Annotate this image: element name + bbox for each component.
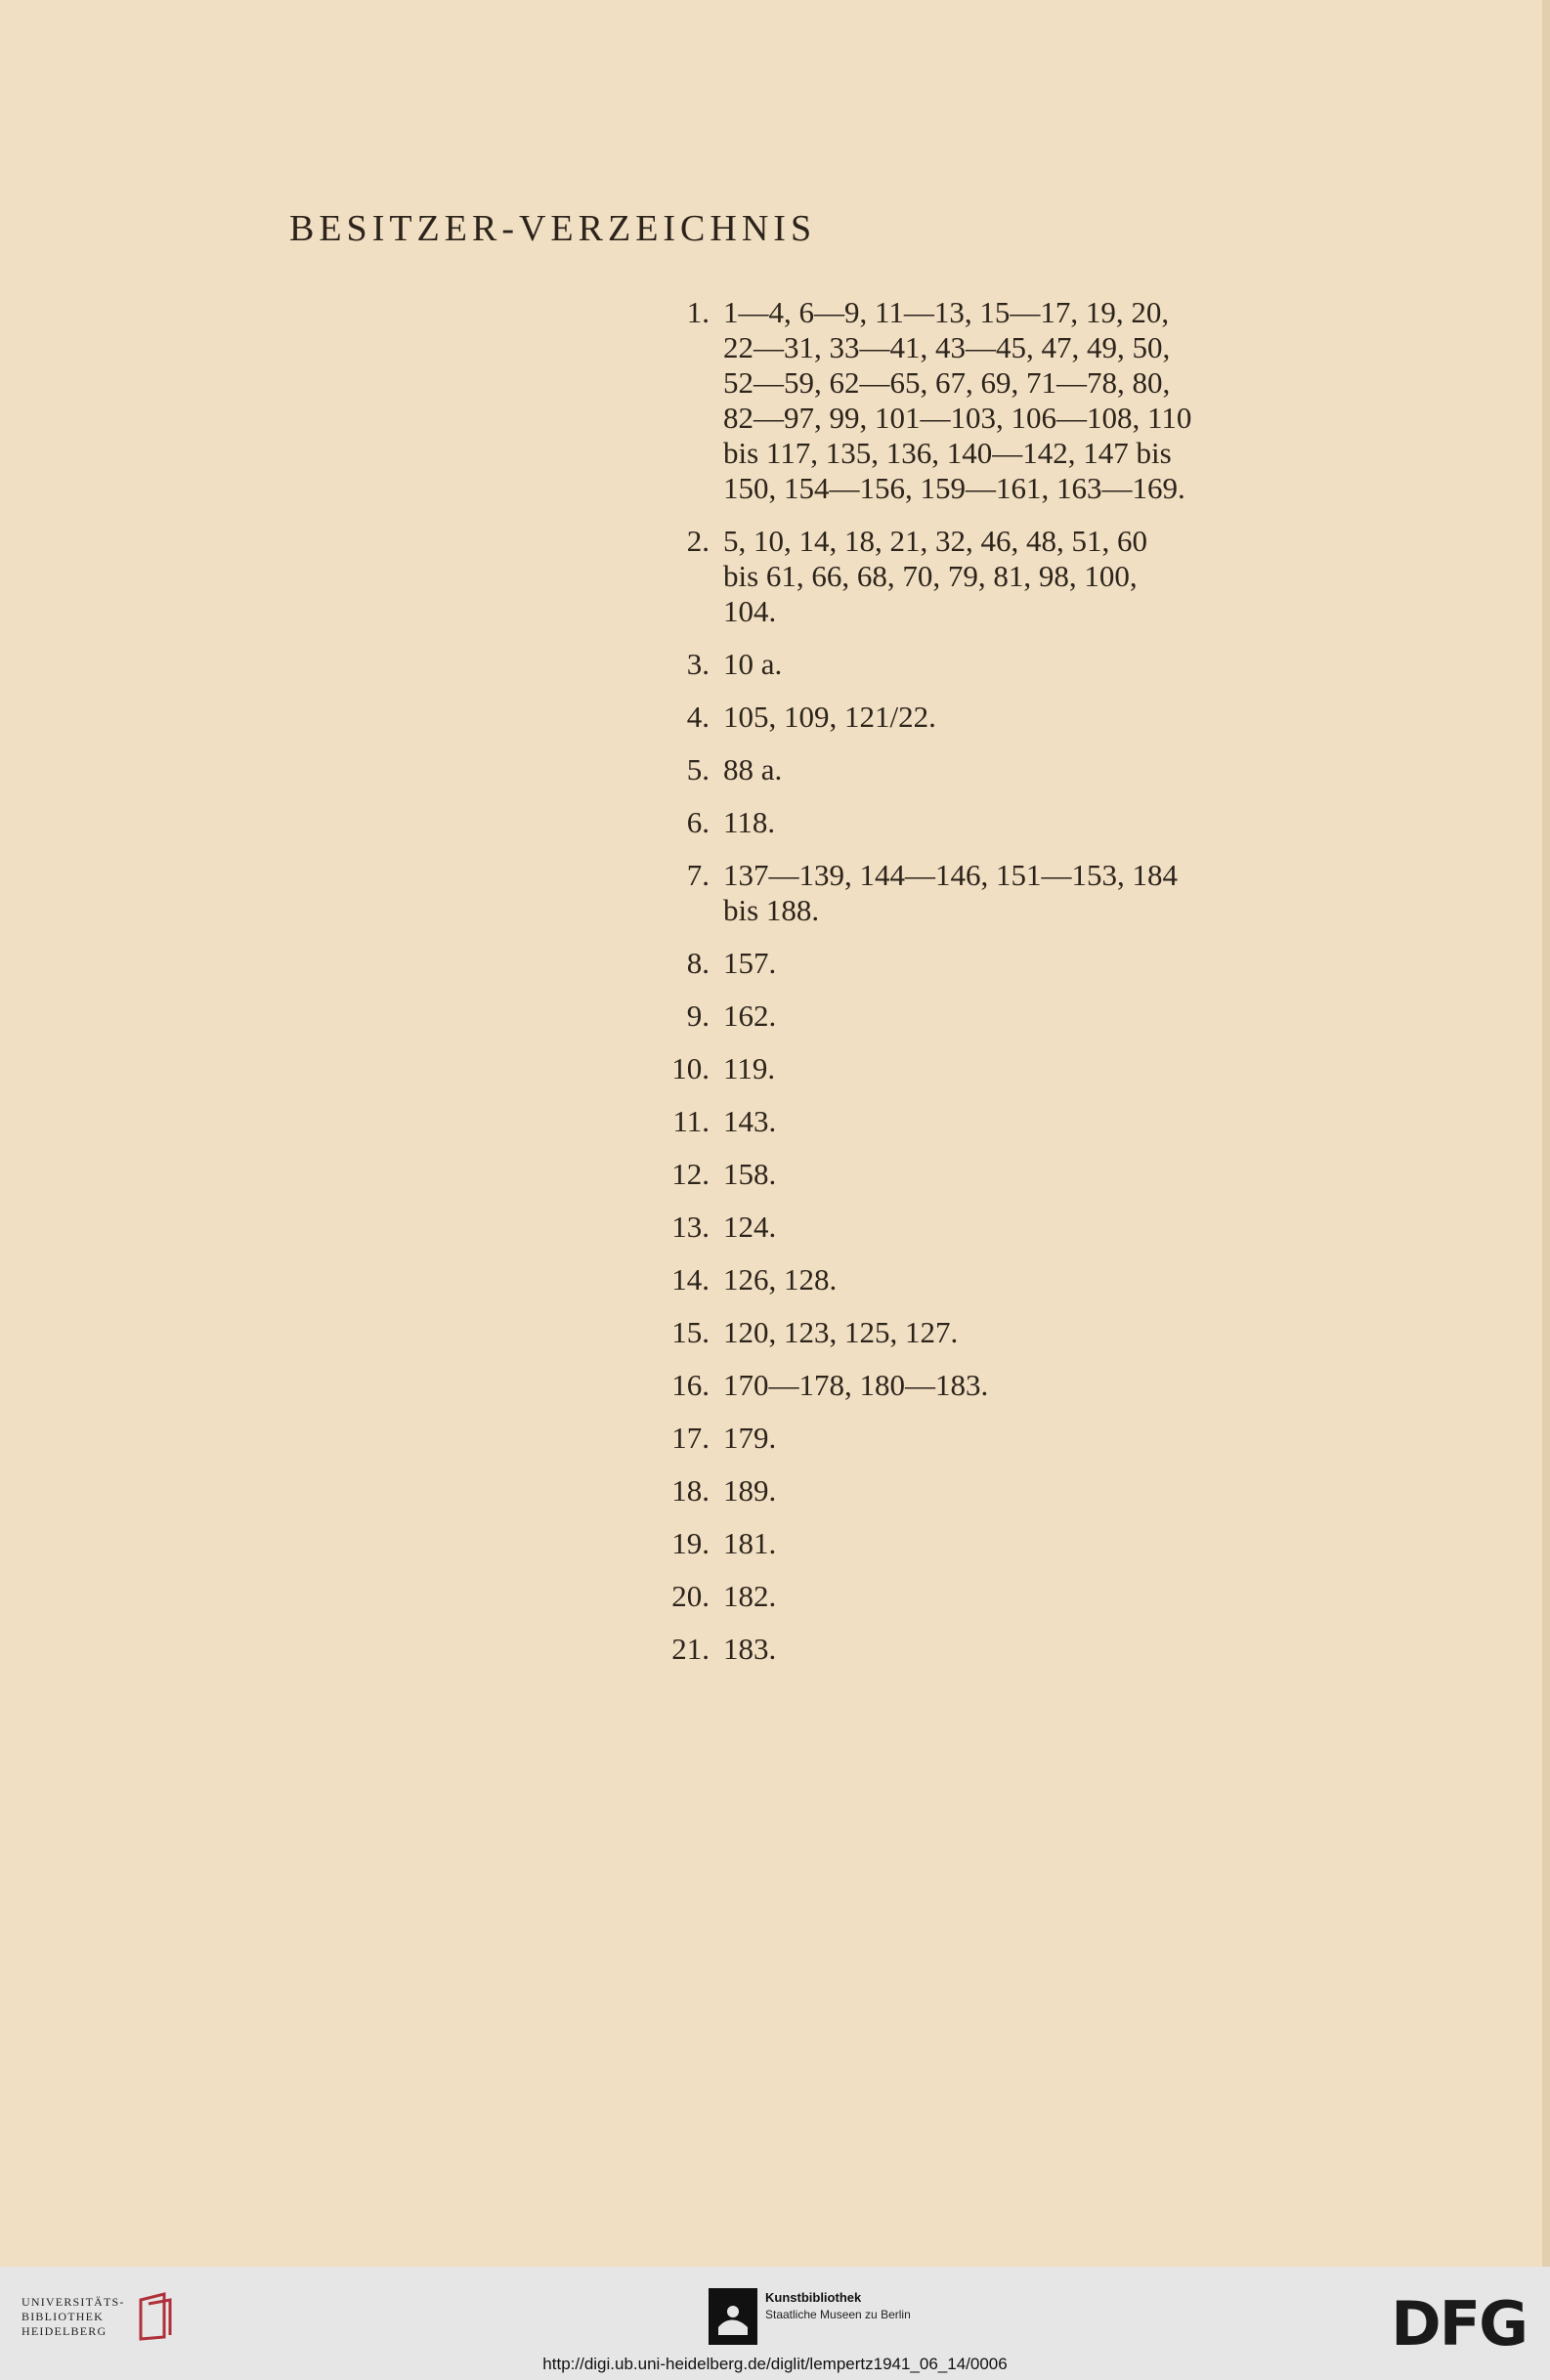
owner-entry xyxy=(645,1104,1251,1139)
lot-numbers xyxy=(723,1157,1251,1192)
owner-entry xyxy=(645,946,1251,981)
lot-numbers-line: 183. xyxy=(723,1632,777,1666)
page-url[interactable]: http://digi.ub.uni-heidelberg.de/diglit/lempertz1941_06_14/0006 xyxy=(542,2355,1008,2373)
lot-numbers xyxy=(723,1579,1251,1614)
owner-number: 7. xyxy=(686,858,710,892)
lot-numbers xyxy=(723,295,1251,506)
lot-numbers xyxy=(723,524,1251,629)
owner-entry xyxy=(645,1315,1251,1350)
owner-number: 3. xyxy=(686,647,710,681)
lot-numbers xyxy=(723,1104,1251,1139)
lot-numbers-line: 162. xyxy=(723,999,777,1033)
dfg-logo[interactable]: DFG xyxy=(1391,2288,1527,2359)
owner-number: 11. xyxy=(672,1104,710,1138)
owner-number: 6. xyxy=(686,805,710,839)
lot-numbers-line: 118. xyxy=(723,805,776,839)
lot-numbers xyxy=(723,1262,1251,1297)
lot-numbers-line: 181. xyxy=(723,1526,777,1560)
lot-numbers-line: bis 117, 135, 136, 140—142, 147 bis xyxy=(723,436,1172,470)
lot-numbers xyxy=(723,700,1251,735)
owner-number: 18. xyxy=(671,1473,710,1508)
lot-numbers xyxy=(723,1526,1251,1561)
lot-numbers xyxy=(723,946,1251,981)
owner-entry xyxy=(645,700,1251,735)
lot-numbers-line: bis 188. xyxy=(723,893,820,927)
lot-numbers-line: 158. xyxy=(723,1157,777,1191)
owner-entry xyxy=(645,647,1251,682)
lot-numbers-line: 119. xyxy=(723,1051,776,1085)
owner-number: 13. xyxy=(671,1210,710,1244)
owner-number: 21. xyxy=(671,1632,710,1666)
owner-number: 14. xyxy=(671,1262,710,1296)
owner-number: 1. xyxy=(686,295,710,329)
lot-numbers-line: 1—4, 6—9, 11—13, 15—17, 19, 20, xyxy=(723,295,1170,329)
owner-entry xyxy=(645,1262,1251,1297)
owner-number: 12. xyxy=(671,1157,710,1191)
lot-numbers xyxy=(723,1368,1251,1403)
lot-numbers-line: 137—139, 144—146, 151—153, 184 xyxy=(723,858,1178,892)
kunstbibliothek-emblem-icon xyxy=(709,2288,757,2345)
lot-numbers-line: 104. xyxy=(723,594,777,628)
lot-numbers-line: 143. xyxy=(723,1104,777,1138)
lot-numbers xyxy=(723,805,1251,840)
owner-entry xyxy=(645,1632,1251,1667)
lot-numbers xyxy=(723,1210,1251,1245)
owner-entry xyxy=(645,805,1251,840)
lot-numbers-line: 157. xyxy=(723,946,777,980)
lot-numbers-line: 5, 10, 14, 18, 21, 32, 46, 48, 51, 60 xyxy=(723,524,1147,558)
lot-numbers xyxy=(723,858,1251,928)
lot-numbers xyxy=(723,1421,1251,1456)
library-line-1: UNIVERSITÄTS- xyxy=(22,2294,125,2309)
lot-numbers-line: bis 61, 66, 68, 70, 79, 81, 98, 100, xyxy=(723,559,1138,593)
owner-number: 16. xyxy=(671,1368,710,1402)
lot-numbers xyxy=(723,752,1251,787)
lot-numbers-line: 189. xyxy=(723,1473,777,1508)
library-line-2: BIBLIOTHEK xyxy=(22,2309,104,2323)
owner-number: 17. xyxy=(671,1421,710,1455)
kunstbibliothek-subtitle: Staatliche Museen zu Berlin xyxy=(765,2308,911,2321)
owner-number: 5. xyxy=(686,752,710,786)
lot-numbers-line: 82—97, 99, 101—103, 106—108, 110 xyxy=(723,401,1192,435)
owner-entry xyxy=(645,1210,1251,1245)
owner-number: 10. xyxy=(671,1051,710,1085)
lot-numbers-line: 126, 128. xyxy=(723,1262,838,1296)
owner-entry xyxy=(645,1473,1251,1509)
owner-entry xyxy=(645,1579,1251,1614)
owner-number: 15. xyxy=(671,1315,710,1349)
owner-number: 2. xyxy=(686,524,710,558)
kunstbibliothek-title: Kunstbibliothek xyxy=(765,2290,862,2305)
owner-number: 19. xyxy=(671,1526,710,1560)
owner-number: 8. xyxy=(686,946,710,980)
lot-numbers xyxy=(723,1051,1251,1086)
owner-entry xyxy=(645,752,1251,787)
page-title: BESITZER-VERZEICHNIS xyxy=(289,208,817,249)
library-line-3: HEIDELBERG xyxy=(22,2323,108,2338)
university-library-logo[interactable] xyxy=(22,2290,176,2343)
owner-number: 9. xyxy=(686,999,710,1033)
owner-number: 4. xyxy=(686,700,710,734)
owner-entry xyxy=(645,524,1251,629)
owner-entry xyxy=(645,858,1251,928)
owner-entry xyxy=(645,1051,1251,1086)
university-library-name xyxy=(22,2295,125,2339)
lot-numbers xyxy=(723,1315,1251,1350)
owner-list xyxy=(645,295,1251,1684)
lot-numbers-line: 150, 154—156, 159—161, 163—169. xyxy=(723,471,1185,505)
viewer-footer xyxy=(0,2267,1550,2380)
lot-numbers-line: 10 a. xyxy=(723,647,783,681)
lot-numbers-line: 120, 123, 125, 127. xyxy=(723,1315,959,1349)
lot-numbers xyxy=(723,1473,1251,1509)
lot-numbers-line: 105, 109, 121/22. xyxy=(723,700,936,734)
lot-numbers-line: 179. xyxy=(723,1421,777,1455)
owner-entry xyxy=(645,295,1251,506)
lot-numbers-line: 182. xyxy=(723,1579,777,1613)
lot-numbers-line: 52—59, 62—65, 67, 69, 71—78, 80, xyxy=(723,365,1171,400)
lot-numbers xyxy=(723,999,1251,1034)
owner-entry xyxy=(645,1368,1251,1403)
owner-entry xyxy=(645,1421,1251,1456)
ub-emblem-icon xyxy=(135,2290,176,2343)
lot-numbers xyxy=(723,1632,1251,1667)
lot-numbers xyxy=(723,647,1251,682)
owner-entry xyxy=(645,1157,1251,1192)
owner-entry xyxy=(645,999,1251,1034)
lot-numbers-line: 22—31, 33—41, 43—45, 47, 49, 50, xyxy=(723,330,1171,364)
owner-entry xyxy=(645,1526,1251,1561)
lot-numbers-line: 88 a. xyxy=(723,752,783,786)
lot-numbers-line: 124. xyxy=(723,1210,777,1244)
kunstbibliothek-logo[interactable] xyxy=(709,2288,911,2345)
owner-number: 20. xyxy=(671,1579,710,1613)
lot-numbers-line: 170—178, 180—183. xyxy=(723,1368,989,1402)
